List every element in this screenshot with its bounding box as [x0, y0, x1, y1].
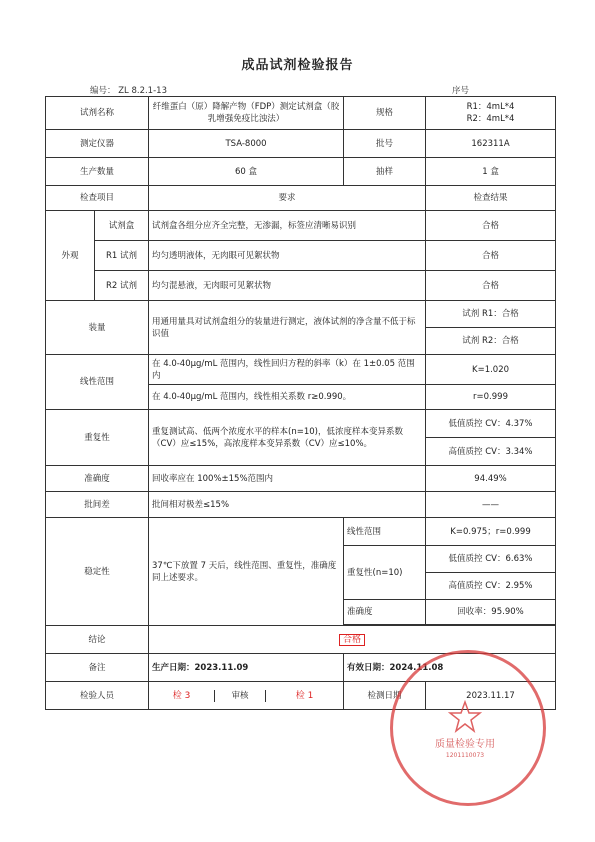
quantity-label: 生产数量	[46, 158, 149, 186]
r2-requirement: 均匀混悬液，无肉眼可见絮状物	[149, 271, 426, 301]
stability-label: 稳定性	[46, 518, 149, 626]
repeat-low-result: 低值质控 CV：4.37%	[426, 410, 556, 438]
accuracy-result: 94.49%	[426, 466, 556, 492]
repeat-label: 重复性	[46, 410, 149, 466]
accuracy-requirement: 回收率应在 100%±15%范围内	[149, 466, 426, 492]
sample-label: 抽样	[344, 158, 426, 186]
linear-requirement-2: 在 4.0-40μg/mL 范围内，线性相关系数 r≥0.990。	[149, 385, 426, 410]
inspector-signature: 检 3	[172, 690, 191, 701]
conclusion-stamp: 合格	[339, 634, 365, 646]
r2-label: R2 试剂	[95, 271, 149, 301]
report-table	[45, 96, 556, 710]
quantity-value: 60 盒	[149, 158, 344, 186]
sample-value: 1 盒	[426, 158, 556, 186]
stability-requirement: 37℃下放置 7 天后，线性范围、重复性，准确度同上述要求。	[149, 518, 344, 626]
stability-accuracy-result: 回收率：95.90%	[426, 600, 556, 625]
spec-label: 规格	[344, 97, 426, 130]
item-label: 检查项目	[46, 186, 149, 211]
r1-requirement: 均匀透明液体，无肉眼可见絮状物	[149, 241, 426, 271]
stability-high-result: 高值质控 CV：2.95%	[426, 573, 556, 600]
batch-requirement: 批间相对极差≤15%	[149, 492, 426, 518]
expiry-date: 有效日期：2024.11.08	[344, 654, 556, 682]
stability-linear-result: K=0.975；r=0.999	[426, 518, 556, 546]
report-title: 成品试剂检验报告	[241, 58, 354, 73]
serial-label: 序号	[452, 86, 470, 96]
inspector-label: 检验人员	[46, 682, 149, 710]
instrument-label: 测定仪器	[46, 130, 149, 158]
stability-accuracy-label: 准确度	[344, 600, 426, 625]
signatures-cell	[149, 682, 344, 710]
instrument-value: TSA-8000	[149, 130, 344, 158]
stability-linear-label: 线性范围	[344, 518, 426, 546]
spec-value-2: R2：4mL*4	[466, 114, 515, 124]
requirement-label: 要求	[149, 186, 426, 211]
kit-requirement: 试剂盒各组分应齐全完整，无渗漏，标签应清晰易识别	[149, 211, 426, 241]
repeat-high-result: 高值质控 CV：3.34%	[426, 438, 556, 466]
remark-label: 备注	[46, 654, 149, 682]
reagent-name-value: 纤维蛋白（原）降解产物（FDP）测定试剂盒（胶乳增强免疫比浊法）	[149, 97, 344, 130]
result-label: 检查结果	[426, 186, 556, 211]
stability-low-result: 低值质控 CV：6.63%	[426, 546, 556, 573]
r1-result: 合格	[426, 241, 556, 271]
review-label: 审核	[214, 690, 266, 702]
linear-requirement-1: 在 4.0-40μg/mL 范围内，线性回归方程的斜率（k）在 1±0.05 范围内	[149, 355, 426, 385]
linear-label: 线性范围	[46, 355, 149, 410]
spec-value	[426, 97, 556, 130]
seal-center-text: 质量检验专用	[435, 739, 495, 750]
fill-requirement: 用通用量具对试剂盒组分的装量进行测定，液体试剂的净含量不低于标识值	[149, 301, 426, 355]
lot-label: 批号	[344, 130, 426, 158]
r1-label: R1 试剂	[95, 241, 149, 271]
conclusion-cell	[149, 626, 556, 654]
fill-label: 装量	[46, 301, 149, 355]
seal-star-icon	[448, 700, 482, 734]
r2-result: 合格	[426, 271, 556, 301]
repeat-requirement: 重复测试高、低两个浓度水平的样本(n=10)，低浓度样本变异系数（CV）应≤15%，高浓度样本变异系数（CV）应≤10%。	[149, 410, 426, 466]
stability-repeat-label: 重复性(n=10)	[344, 546, 426, 600]
fill-r1-result: 试剂 R1：合格	[426, 301, 556, 328]
lot-value: 162311A	[426, 130, 556, 158]
linear-result-1: K=1.020	[426, 355, 556, 385]
batch-result: ——	[426, 492, 556, 518]
spec-value-1: R1：4mL*4	[466, 102, 515, 112]
kit-result: 合格	[426, 211, 556, 241]
linear-result-2: r=0.999	[426, 385, 556, 410]
reagent-name-label: 试剂名称	[46, 97, 149, 130]
review-signature: 检 1	[295, 690, 314, 701]
date-value: 2023.11.17	[426, 682, 556, 710]
document-number: 编号： ZL 8.2.1-13	[90, 86, 167, 96]
batch-label: 批间差	[46, 492, 149, 518]
date-label: 检测日期	[344, 682, 426, 710]
seal-number: 1201110073	[445, 752, 485, 759]
kit-label: 试剂盒	[95, 211, 149, 241]
conclusion-label: 结论	[46, 626, 149, 654]
appearance-label: 外观	[46, 211, 95, 301]
accuracy-label: 准确度	[46, 466, 149, 492]
production-date: 生产日期：2023.11.09	[149, 654, 344, 682]
fill-r2-result: 试剂 R2：合格	[426, 328, 556, 355]
